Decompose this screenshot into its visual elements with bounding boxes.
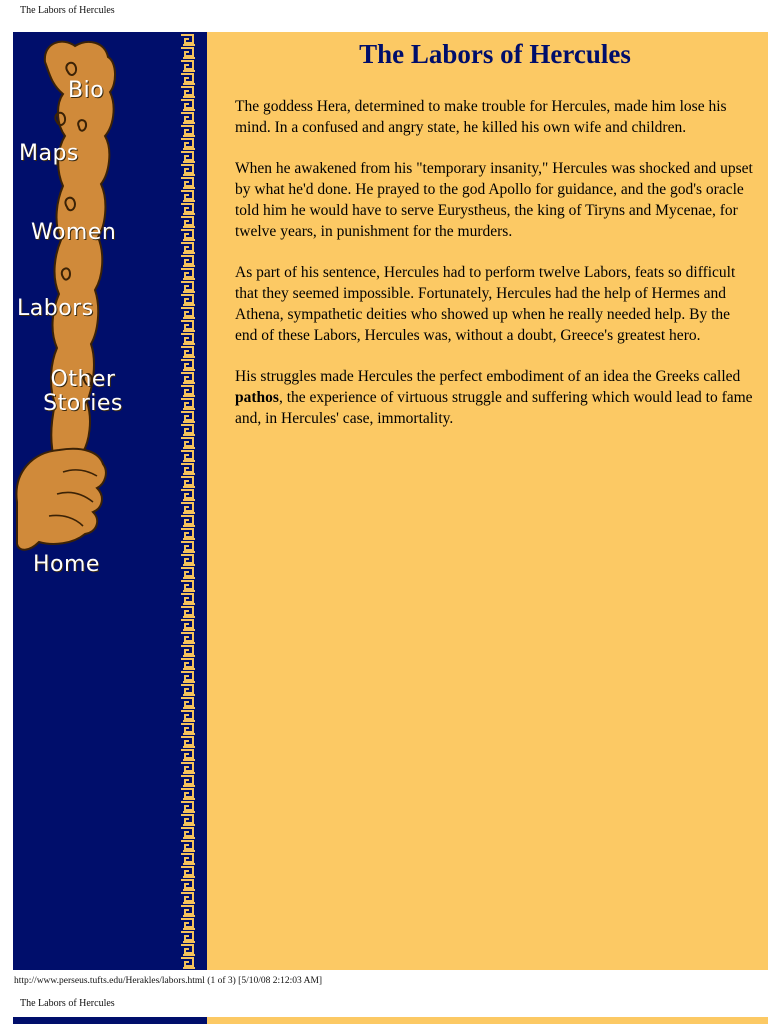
greek-key-segment [181, 217, 195, 227]
greek-key-segment [181, 48, 195, 58]
greek-key-segment [181, 308, 195, 318]
greek-key-segment [181, 191, 195, 201]
nav-other-stories-link[interactable]: Other Stories [43, 367, 123, 416]
greek-key-segment [181, 893, 195, 903]
sidebar-nav [13, 32, 177, 970]
greek-key-segment [181, 139, 195, 149]
greek-key-segment [181, 945, 195, 955]
greek-key-segment [181, 87, 195, 97]
page-title: The Labors of Hercules [359, 39, 631, 69]
greek-key-segment [181, 711, 195, 721]
nav-women-link[interactable]: Women [31, 220, 117, 245]
greek-key-segment [181, 113, 195, 123]
greek-key-segment [181, 555, 195, 565]
greek-key-segment [181, 451, 195, 461]
greek-key-segment [181, 932, 195, 942]
greek-key-segment [181, 646, 195, 656]
greek-key-segment [181, 581, 195, 591]
greek-key-segment [181, 828, 195, 838]
paragraph-1: The goddess Hera, determined to make trouble for Hercules, made him lose his mind. In a confused and angry state, he killed his own wife and children. [235, 98, 727, 136]
greek-key-segment [181, 633, 195, 643]
greek-key-segment [181, 74, 195, 84]
greek-key-segment [181, 347, 195, 357]
greek-key-segment [181, 425, 195, 435]
greek-key-segment [181, 204, 195, 214]
nav-bio-link[interactable]: Bio [68, 78, 105, 103]
page-frame [13, 32, 768, 970]
greek-key-segment [181, 243, 195, 253]
nav-labors-link[interactable]: Labors [17, 296, 94, 321]
greek-key-segment [181, 438, 195, 448]
print-footer-url: http://www.perseus.tufts.edu/Herakles/labors.html (1 of 3) [5/10/08 2:12:03 AM] [14, 976, 323, 986]
greek-key-segment [181, 412, 195, 422]
nav-home-link[interactable]: Home [33, 552, 100, 577]
greek-key-segment [181, 373, 195, 383]
greek-key-segment [181, 620, 195, 630]
greek-key-segment [181, 750, 195, 760]
greek-key-segment [181, 464, 195, 474]
paragraph-3: As part of his sentence, Hercules had to perform twelve Labors, feats so difficult that they seemed impossible. Fortunately, Hercules had the help of Hermes and Athena, sympathetic deities who showed up when he really needed help. By the end of these Labors, Hercules was, without a doubt, Greece's greatest hero. [235, 264, 736, 344]
greek-key-border [177, 32, 207, 970]
greek-key-segment [181, 529, 195, 539]
greek-key-segment [181, 230, 195, 240]
greek-key-segment [181, 35, 195, 45]
greek-key-segment [181, 594, 195, 604]
paragraph-4-text-end: , the experience of virtuous struggle and suffering which would lead to fame and, in Hercules' case, immortality. [235, 389, 753, 427]
greek-key-segment [181, 516, 195, 526]
print-header-title: The Labors of Hercules [20, 5, 115, 16]
page-2-sidebar-strip [13, 1017, 177, 1024]
greek-key-segment [181, 789, 195, 799]
greek-key-segment [181, 334, 195, 344]
greek-key-segment [181, 919, 195, 929]
greek-key-segment [181, 477, 195, 487]
greek-key-segment [181, 906, 195, 916]
nav-maps-link[interactable]: Maps [19, 141, 79, 166]
greek-key-segment [181, 568, 195, 578]
main-content [235, 32, 755, 449]
greek-key-segment [181, 282, 195, 292]
paragraph-4-text-start: His struggles made Hercules the perfect embodiment of an idea the Greeks called [235, 368, 741, 385]
greek-key-segment [181, 399, 195, 409]
greek-key-segment [181, 165, 195, 175]
greek-key-segment [181, 178, 195, 188]
greek-key-segment [181, 815, 195, 825]
greek-key-segment [181, 802, 195, 812]
greek-key-segment [181, 841, 195, 851]
print-header-title-page-2: The Labors of Hercules [20, 998, 115, 1009]
page-2-frame-top [13, 1017, 768, 1024]
greek-key-segment [181, 490, 195, 500]
greek-key-segment [181, 61, 195, 71]
greek-key-segment [181, 269, 195, 279]
greek-key-segment [181, 698, 195, 708]
paragraph-4 [235, 366, 755, 429]
greek-key-segment [181, 295, 195, 305]
greek-key-segment [181, 503, 195, 513]
greek-key-segment [181, 152, 195, 162]
greek-key-segment [181, 542, 195, 552]
greek-key-segment [181, 100, 195, 110]
greek-key-segment [181, 763, 195, 773]
greek-key-segment [181, 672, 195, 682]
page-2-border-strip [177, 1017, 207, 1024]
greek-key-segment [181, 854, 195, 864]
greek-key-segment [181, 685, 195, 695]
greek-key-segment [181, 256, 195, 266]
greek-key-segment [181, 776, 195, 786]
greek-key-segment [181, 659, 195, 669]
greek-key-segment [181, 867, 195, 877]
greek-key-segment [181, 321, 195, 331]
pathos-term: pathos [235, 389, 279, 406]
paragraph-2: When he awakened from his "temporary insanity," Hercules was shocked and upset by what he'd done. He prayed to the god Apollo for guidance, and the god's oracle told him he would have to serve Eurystheus, the king of Tiryns and Mycenae, for twelve years, in punishment for the murders. [235, 160, 753, 240]
greek-key-segment [181, 737, 195, 747]
greek-key-segment [181, 724, 195, 734]
greek-key-segment [181, 880, 195, 890]
greek-key-segment [181, 126, 195, 136]
greek-key-segment [181, 386, 195, 396]
greek-key-segment [181, 607, 195, 617]
greek-key-segment [181, 360, 195, 370]
greek-key-segment [181, 958, 195, 968]
